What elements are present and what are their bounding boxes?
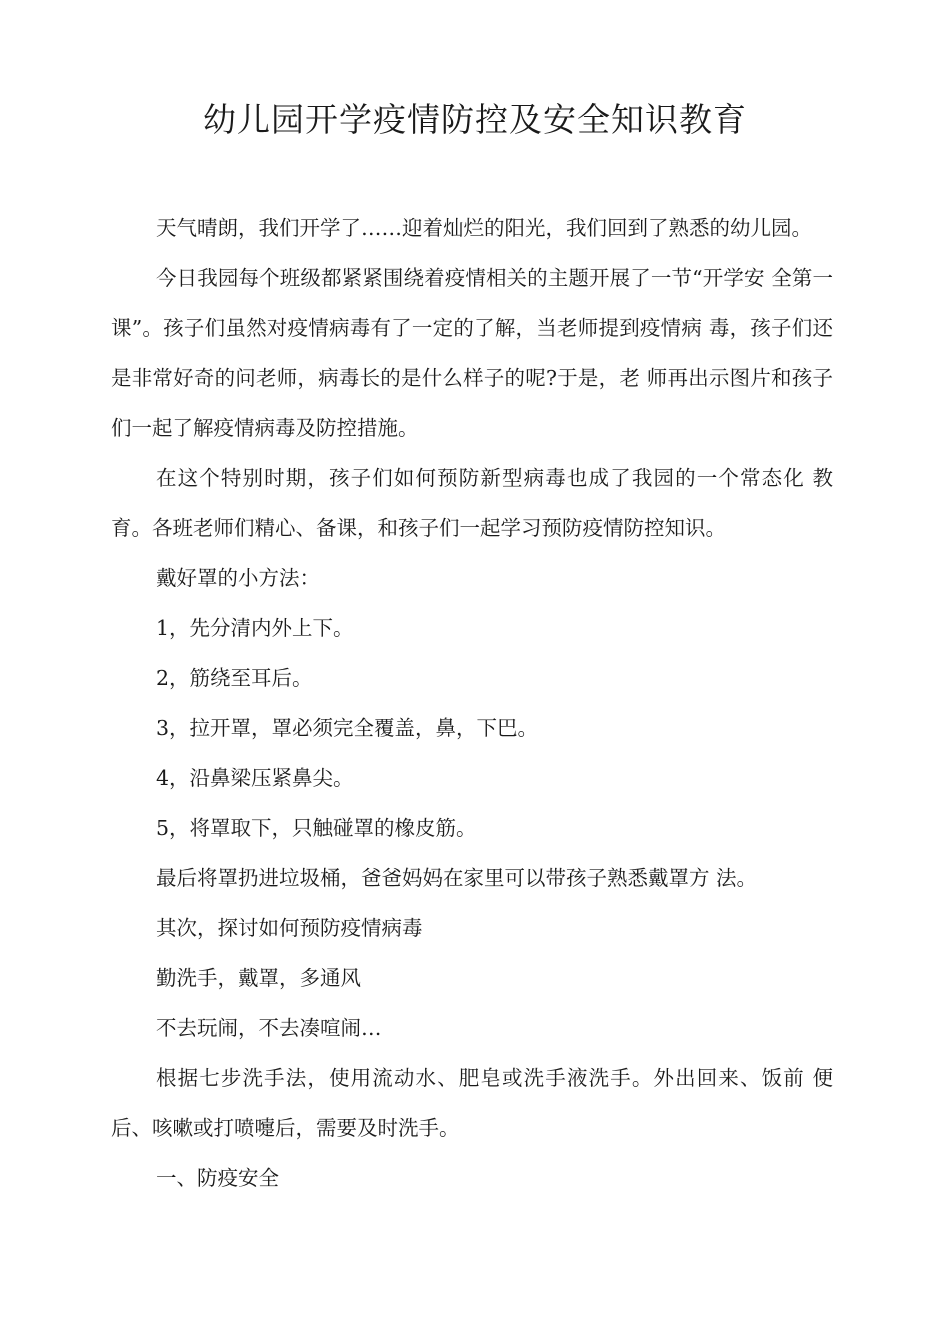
paragraph-step-1: 1，先分清内外上下。: [156, 616, 354, 640]
paragraph-wash-hands: 勤洗手，戴罩，多通风: [156, 966, 361, 990]
paragraph-first-lesson: 今日我园每个班级都紧紧围绕着疫情相关的主题开展了一节“开学安 全第一课”。孩子们虽然对疫情病毒有了一定的了解，当老师提到疫情病 毒，孩子们还是非常好奇的问老师，病毒长的是什么样子的呢?于是，老 师再出示图片和孩子们一起了解疫情病毒及防控措施。: [111, 266, 833, 440]
section-heading-epidemic-safety: 一、防疫安全: [156, 1166, 279, 1190]
paragraph-avoid-crowds: 不去玩闹，不去凑喧闹…: [156, 1016, 382, 1040]
document-title: 幼儿园开学疫情防控及安全知识教育: [203, 100, 747, 139]
paragraph-step-4: 4，沿鼻梁压紧鼻尖。: [156, 766, 354, 790]
paragraph-mask-method-heading: 戴好罩的小方法：: [156, 566, 320, 590]
paragraph-dispose-mask: 最后将罩扔进垃圾桶，爸爸妈妈在家里可以带孩子熟悉戴罩方 法。: [156, 866, 758, 890]
paragraph-step-3: 3，拉开罩，罩必须完全覆盖，鼻，下巴。: [156, 716, 539, 740]
paragraph-prevention-heading: 其次，探讨如何预防疫情病毒: [156, 916, 423, 940]
paragraph-step-5: 5，将罩取下，只触碰罩的橡皮筋。: [156, 816, 477, 840]
paragraph-special-period: 在这个特别时期，孩子们如何预防新型病毒也成了我园的一个常态化 教育。各班老师们精心、备课，和孩子们一起学习预防疫情防控知识。: [111, 466, 833, 540]
paragraph-intro: 天气晴朗，我们开学了……迎着灿烂的阳光，我们回到了熟悉的幼儿园。: [156, 216, 812, 240]
paragraph-seven-step-washing: 根据七步洗手法，使用流动水、肥皂或洗手液洗手。外出回来、饭前 便后、咳嗽或打喷嚏后，需要及时洗手。: [111, 1066, 833, 1140]
paragraph-step-2: 2，筋绕至耳后。: [156, 666, 313, 690]
document-body: [111, 203, 833, 1203]
